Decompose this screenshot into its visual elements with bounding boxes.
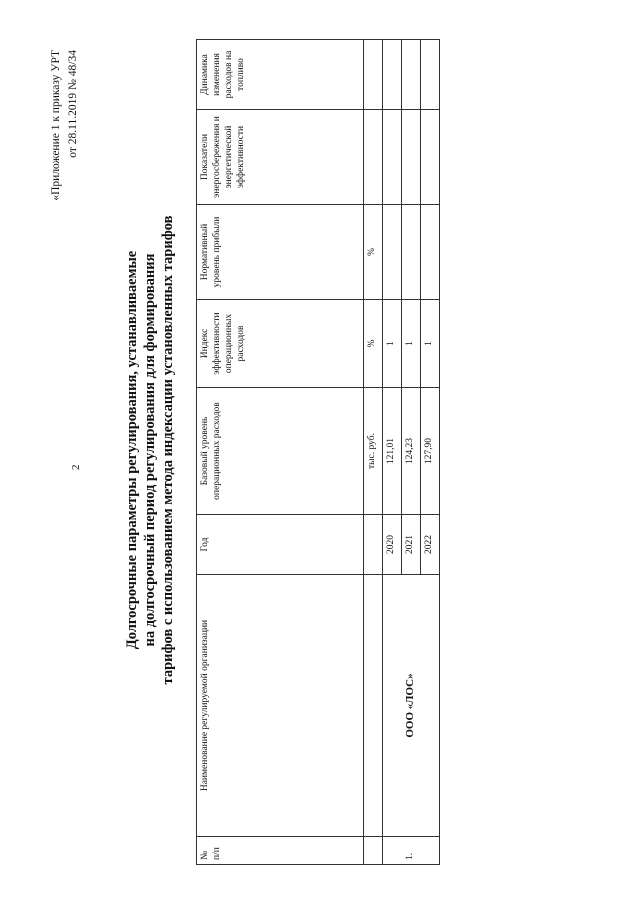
base-value-cell: 127,90 — [420, 388, 439, 515]
document-title — [123, 155, 177, 745]
parameters-table — [196, 39, 440, 865]
index-value-cell: 1 — [401, 300, 420, 388]
header-index: Индекс эффективности операционных расходов — [197, 300, 364, 388]
energy-cell — [382, 110, 401, 205]
unit-profit: % — [364, 205, 383, 300]
profit-cell — [382, 205, 401, 300]
index-value-cell: 1 — [382, 300, 401, 388]
base-value-cell: 124,23 — [401, 388, 420, 515]
units-year — [364, 515, 383, 575]
annex-reference — [48, 50, 81, 201]
org-name: ООО «ЛОС» — [382, 575, 439, 837]
row-num: 1. — [382, 837, 439, 865]
profit-cell — [420, 205, 439, 300]
header-num: № п/п — [197, 837, 364, 865]
units-fuel — [364, 40, 383, 110]
header-fuel: Динамика изменения расходов на топливо — [197, 40, 364, 110]
header-row — [197, 40, 364, 865]
energy-cell — [401, 110, 420, 205]
year-cell: 2022 — [420, 515, 439, 575]
fuel-cell — [401, 40, 420, 110]
header-year: Год — [197, 515, 364, 575]
table-row — [382, 40, 401, 865]
annex-line-2: от 28.11.2019 № 48/34 — [66, 50, 79, 158]
annex-line-1: «Приложение 1 к приказу УРТ — [50, 50, 62, 201]
title-line-3: тарифов с использованием метода индексации установленных тарифов — [160, 215, 177, 685]
year-cell: 2021 — [401, 515, 420, 575]
header-base: Базовый уровень операционных расходов — [197, 388, 364, 515]
units-org — [364, 575, 383, 837]
unit-base: тыс. руб. — [364, 388, 383, 515]
index-value-cell: 1 — [420, 300, 439, 388]
profit-cell — [401, 205, 420, 300]
year-cell: 2020 — [382, 515, 401, 575]
units-row — [364, 40, 383, 865]
header-org: Наименование регулируемой организации — [197, 575, 364, 837]
energy-cell — [420, 110, 439, 205]
units-num — [364, 837, 383, 865]
units-energy — [364, 110, 383, 205]
page-number: 2 — [70, 464, 82, 470]
fuel-cell — [382, 40, 401, 110]
unit-index: % — [364, 300, 383, 388]
base-value-cell: 121,01 — [382, 388, 401, 515]
title-line-1: Долгосрочные параметры регулирования, устанавливаемые — [124, 250, 140, 650]
title-line-2: на долгосрочный период регулирования для формирования — [142, 253, 159, 647]
header-energy: Показатели энергосбережения и энергетической эффективности — [197, 110, 364, 205]
header-profit: Нормативный уровень прибыли — [197, 205, 364, 300]
fuel-cell — [420, 40, 439, 110]
